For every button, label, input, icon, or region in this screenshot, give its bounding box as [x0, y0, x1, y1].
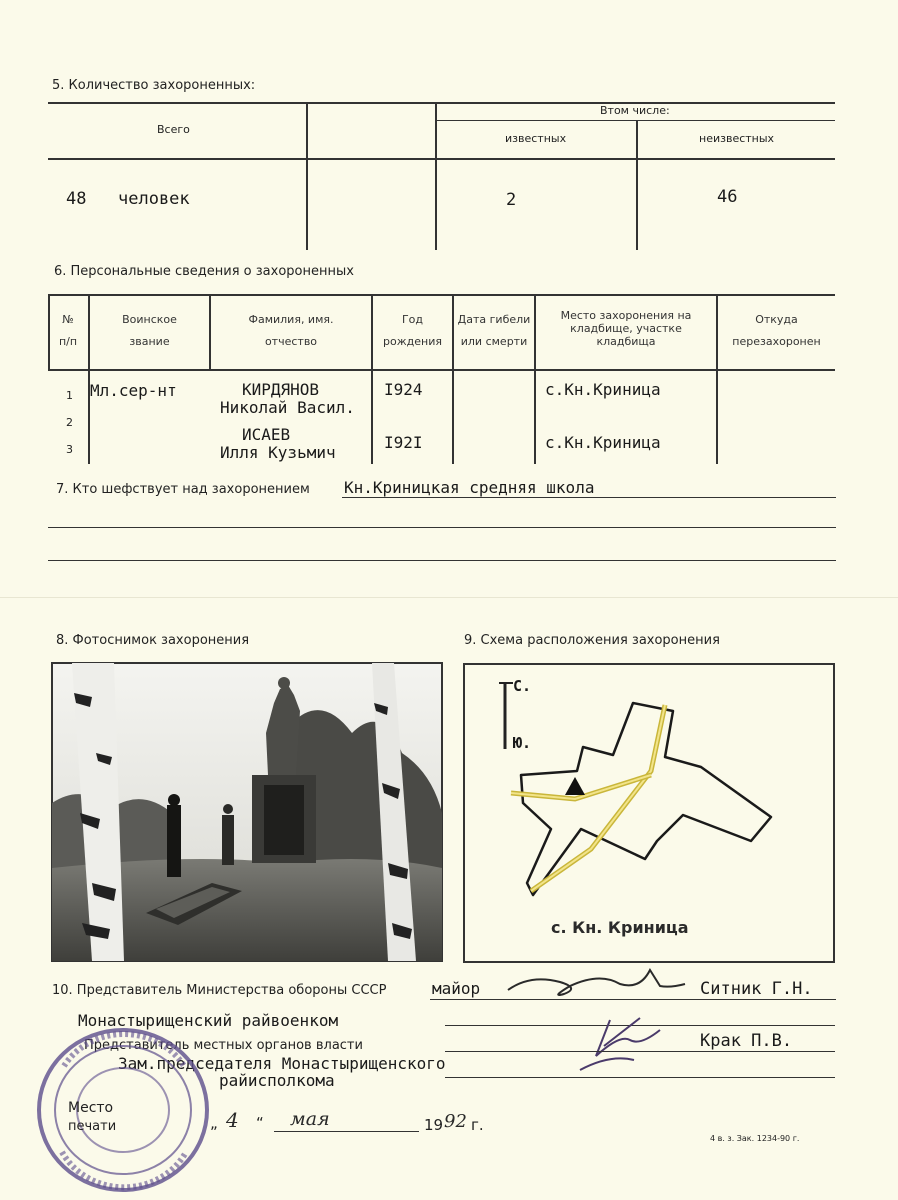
col-known-header: известных — [505, 132, 567, 145]
local-authority-label: Представитель местных органов власти — [84, 1038, 363, 1053]
local-role-line-2: райисполкома — [219, 1071, 335, 1090]
memorial-photo — [52, 663, 442, 961]
print-code: 4 в. з. Зак. 1234-90 г. — [710, 1134, 800, 1143]
row3-num: 3 — [66, 443, 73, 456]
col-including-header: Втом числе: — [600, 104, 670, 117]
header-num: № п/п — [58, 313, 78, 348]
section10-title: 10. Представитель Министерства обороны СССР — [52, 983, 387, 998]
section7-line-3 — [48, 560, 836, 561]
section6-title: 6. Персональные сведения о захороненных — [54, 264, 354, 279]
total-buried-value: 48 — [66, 189, 87, 209]
paper-fold — [0, 597, 898, 598]
compass-north: С. — [513, 677, 532, 695]
patron-value: Кн.Криницкая средняя школа — [344, 478, 595, 497]
local-line-1 — [445, 1051, 835, 1052]
section8-title: 8. Фотоснимок захоронения — [56, 633, 250, 648]
local-line-2 — [445, 1077, 835, 1078]
table5-divider-3 — [636, 120, 638, 250]
section7-line-1 — [342, 497, 836, 498]
section7-title: 7. Кто шефствует над захоронением — [56, 482, 310, 497]
official-stamp — [34, 1026, 212, 1194]
date-year-prefix: 19 — [424, 1116, 444, 1134]
date-day: 4 — [226, 1108, 239, 1132]
total-buried-unit: человек — [118, 189, 190, 209]
stamp-label-2: печати — [68, 1119, 117, 1134]
unknown-buried-value: 46 — [717, 187, 738, 207]
section7-line-2 — [48, 527, 836, 528]
rep-name: Ситник Г.Н. — [700, 979, 813, 999]
table5-header-rule — [48, 158, 835, 160]
known-buried-value: 2 — [506, 190, 517, 210]
header-name: Фамилия, имя. отчество — [248, 313, 334, 348]
rep-signature — [500, 964, 690, 1004]
scheme-caption: с. Кн. Криница — [551, 918, 689, 937]
row2-num: 2 — [66, 416, 73, 429]
table5-top-rule — [48, 102, 835, 104]
col-total-header: Всего — [157, 123, 190, 136]
row1-rank: Мл.сер-нт — [90, 381, 177, 400]
section9-title: 9. Схема расположения захоронения — [464, 633, 720, 648]
row1-place: с.Кн.Криница — [545, 380, 661, 399]
stamp-label-1: Место — [68, 1100, 114, 1116]
rep-line — [430, 999, 836, 1000]
header-death: Дата гибели или смерти — [457, 313, 531, 348]
header-from: Откуда перезахоронен — [732, 313, 821, 348]
row1-given-name: Николай Васил. — [220, 398, 355, 417]
row3-given-name: Илля Кузьмич — [220, 443, 336, 462]
local-signature — [570, 1010, 680, 1080]
row1-year: I924 — [384, 380, 423, 399]
row3-surname: ИСАЕВ — [242, 425, 291, 444]
date-month-line — [274, 1131, 419, 1132]
date-year-unit: г. — [471, 1116, 484, 1134]
table5-divider-2 — [435, 102, 437, 250]
header-rank: Воинское звание — [122, 313, 177, 348]
compass-south: Ю. — [513, 734, 532, 752]
date-close-quote: “ — [256, 1114, 264, 1132]
rep-rank: майор — [432, 979, 481, 998]
table5-divider-1 — [306, 102, 308, 250]
row1-surname: КИРДЯНОВ — [242, 380, 320, 399]
date-year-suffix: 92 — [444, 1111, 467, 1132]
local-role-line-1: Зам.председателя Монастырищенского — [118, 1054, 446, 1073]
header-place: Место захоронения на кладбище, участке кладбища — [560, 309, 692, 348]
header-year: Год рождения — [383, 313, 442, 348]
burial-marker-icon — [565, 777, 585, 795]
date-open-quote: „ — [210, 1114, 218, 1132]
date-month: мая — [290, 1108, 330, 1130]
local-name: Крак П.В. — [700, 1031, 793, 1051]
row1-num: 1 — [66, 389, 73, 402]
row3-year: I92I — [384, 433, 423, 452]
section5-title: 5. Количество захороненных: — [52, 78, 256, 93]
col-unknown-header: неизвестных — [699, 132, 775, 145]
military-office: Монастырищенский райвоенком — [78, 1011, 339, 1030]
row3-place: с.Кн.Криница — [545, 433, 661, 452]
